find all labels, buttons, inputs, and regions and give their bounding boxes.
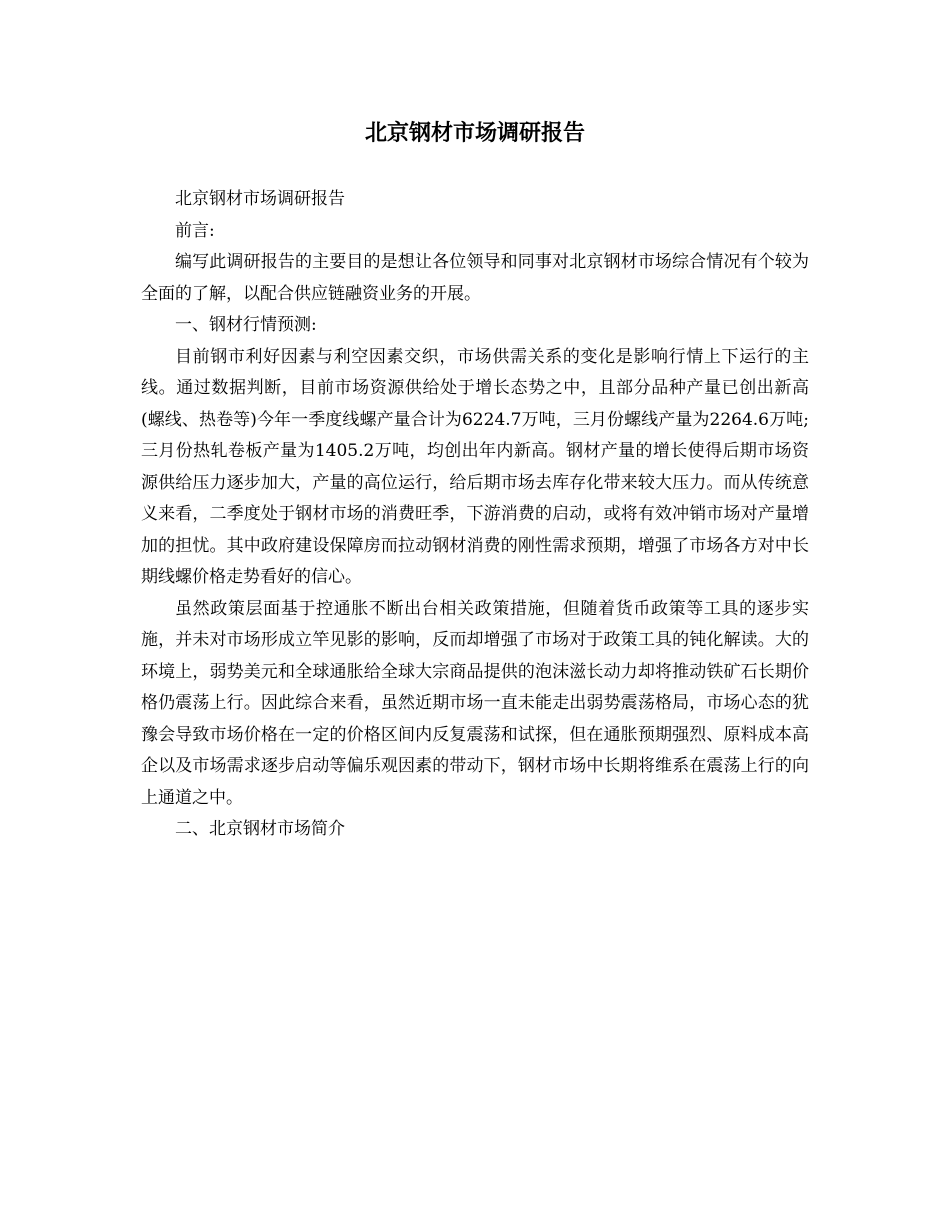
preface-heading: 前言:: [175, 220, 215, 241]
section-heading-2: 二、北京钢材市场简介: [175, 819, 345, 839]
preface-paragraph: 编写此调研报告的主要目的是想让各位领导和同事对北京钢材市场综合情况有个较为全面的了解，以配合供应链融资业务的开展。: [141, 252, 809, 304]
document-title: 北京钢材市场调研报告: [364, 120, 585, 146]
subtitle-paragraph: 北京钢材市场调研报告: [175, 189, 345, 209]
policy-analysis-paragraph: 虽然政策层面基于控通胀不断出台相关政策措施，但随着货币政策等工具的逐步实施，并未对市场形成立竿见影的影响，反而却增强了市场对于政策工具的钝化解读。大的环境上，弱势美元和全球通胀给全球大宗商品提供的泡沫滋长动力却将推动铁矿石长期价格仍震荡上行。因此综合来看，虽然近期市场一直未能走出弱势震荡格局，市场心态的犹豫会导致市场价格在一定的价格区间内反复震荡和试探，但在通胀预期强烈、原料成本高企以及市场需求逐步启动等偏乐观因素的带动下，钢材市场中长期将维系在震荡上行的向上通道之中。: [141, 598, 809, 808]
document-body: [141, 184, 809, 846]
section-heading-1: 一、钢材行情预测:: [175, 315, 317, 335]
market-forecast-paragraph: 目前钢市利好因素与利空因素交织，市场供需关系的变化是影响行情上下运行的主线。通过数据判断，目前市场资源供给处于增长态势之中，且部分品种产量已创出新高(螺线、热卷等)今年一季度线螺产量合计为6224.7万吨，三月份螺线产量为2264.6万吨;三月份热轧卷板产量为1405.2万吨，均创出年内新高。钢材产量的增长使得后期市场资源供给压力逐步加大，产量的高位运行，给后期市场去库存化带来较大压力。而从传统意义来看，二季度处于钢材市场的消费旺季，下游消费的启动，或将有效冲销市场对产量增加的担忧。其中政府建设保障房而拉动钢材消费的刚性需求预期，增强了市场各方对中长期线螺价格走势看好的信心。: [141, 346, 809, 587]
